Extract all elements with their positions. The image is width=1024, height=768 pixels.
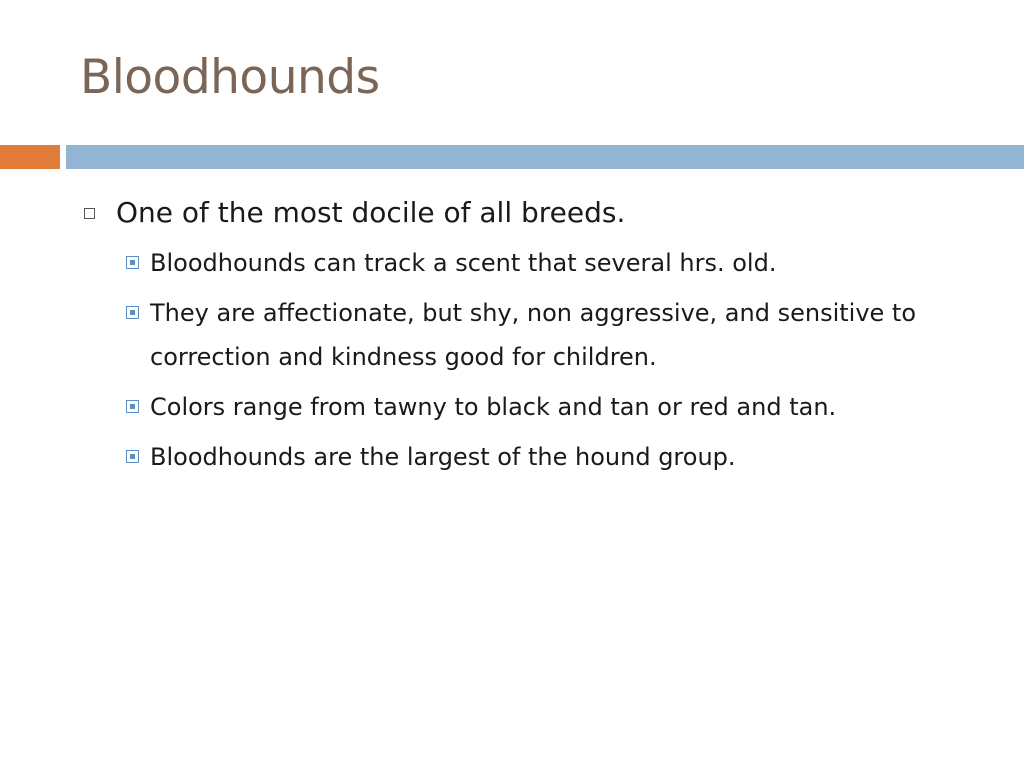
bullet-text: One of the most docile of all breeds. xyxy=(116,196,626,229)
sub-bullet-item xyxy=(84,385,964,429)
accent-bar-orange xyxy=(0,145,60,169)
sub-bullet-item xyxy=(84,291,964,379)
sub-bullet-text: Bloodhounds are the largest of the hound group. xyxy=(150,443,736,471)
slide-title: Bloodhounds xyxy=(80,50,380,105)
hollow-square-bullet-icon xyxy=(84,208,95,219)
sub-bullet-text: Colors range from tawny to black and tan or red and tan. xyxy=(150,393,837,421)
sub-bullet-item xyxy=(84,241,964,285)
filled-square-bullet-icon xyxy=(126,450,139,463)
sub-bullet-text: They are affectionate, but shy, non aggressive, and sensitive to correction and kindness good for children. xyxy=(150,299,917,371)
accent-bar-blue xyxy=(66,145,1024,169)
filled-square-bullet-icon xyxy=(126,306,139,319)
filled-square-bullet-icon xyxy=(126,256,139,269)
sub-bullet-text: Bloodhounds can track a scent that several hrs. old. xyxy=(150,249,777,277)
filled-square-bullet-icon xyxy=(126,400,139,413)
slide-body xyxy=(84,191,964,485)
sub-bullet-item xyxy=(84,435,964,479)
bullet-level-1 xyxy=(84,191,964,235)
sub-bullet-list xyxy=(84,241,964,479)
